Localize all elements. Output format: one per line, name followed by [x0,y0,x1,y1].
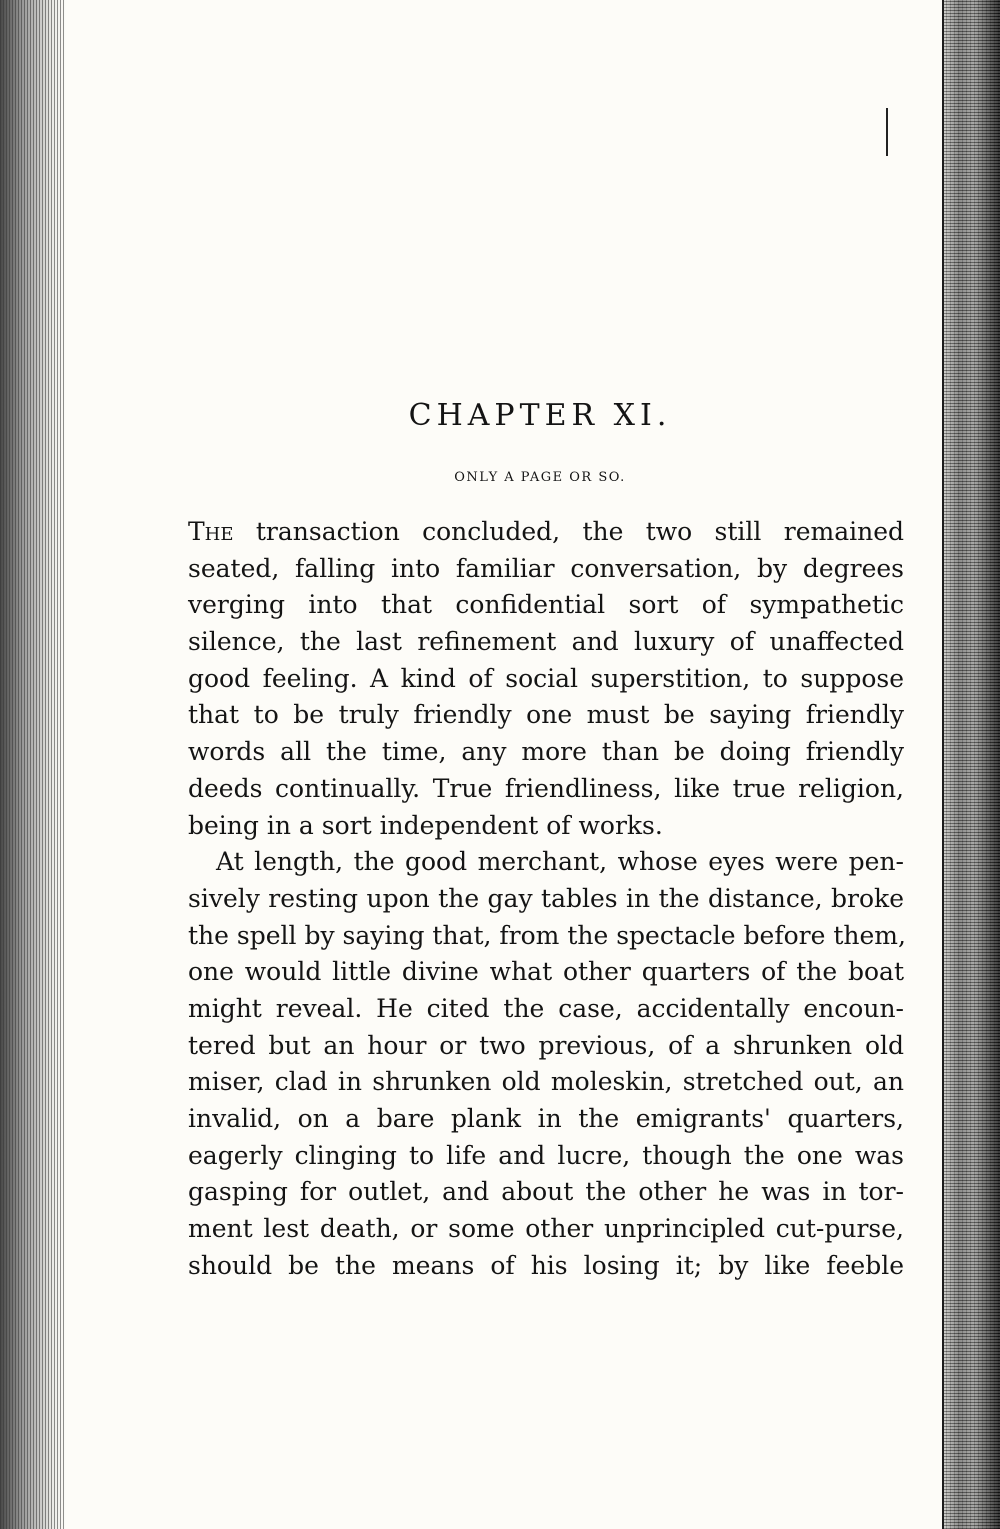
text-line: that to be truly friendly one must be saying friendly [188,700,904,730]
text-line: At length, the good merchant, whose eyes were pen- [216,847,904,877]
text-line: gasping for outlet, and about the other he was in tor- [188,1177,904,1207]
text-line: being in a sort independent of works. [188,810,663,840]
text-line: the spell by saying that, from the spectacle before them, [188,920,906,950]
stray-ink-mark [886,108,888,156]
page-edge-line [942,0,944,1529]
text-line: seated, falling into familiar conversation, by degrees [188,553,904,583]
text-line: should be the means of his losing it; by like feeble [188,1250,904,1280]
text-line: eagerly clinging to life and lucre, though the one was [188,1140,904,1170]
text-line: ment lest death, or some other unprincipled cut-purse, [188,1214,904,1244]
text-line: invalid, on a bare plank in the emigrants' quarters, [188,1104,904,1133]
text-line: might reveal. He cited the case, accidentally encoun- [188,993,904,1023]
text-line: good feeling. A kind of social superstition, to suppose [188,663,904,693]
text-line: one would little divine what other quarters of the boat [188,957,904,987]
page-binding-edge [0,0,66,1529]
text-line: verging into that confidential sort of sympathetic [188,590,904,620]
drop-lead-word: The [188,517,234,546]
text-line: miser, clad in shrunken old moleskin, stretched out, an [188,1067,904,1097]
text-line: The transaction concluded, the two still remained [188,517,904,546]
text-line: tered but an hour or two previous, of a shrunken old [188,1030,904,1060]
page-fore-edge [942,0,1000,1529]
text-line: sively resting upon the gay tables in the distance, broke [188,883,904,913]
chapter-subtitle: ONLY A PAGE OR SO. [454,470,626,485]
body-text [188,514,904,1284]
text-line: silence, the last refinement and luxury of unaffected [188,627,904,657]
text-line: words all the time, any more than be doing friendly [188,737,904,767]
text-line: deeds continually. True friendliness, like true religion, [188,773,904,803]
chapter-title: CHAPTER XI. [408,398,672,433]
